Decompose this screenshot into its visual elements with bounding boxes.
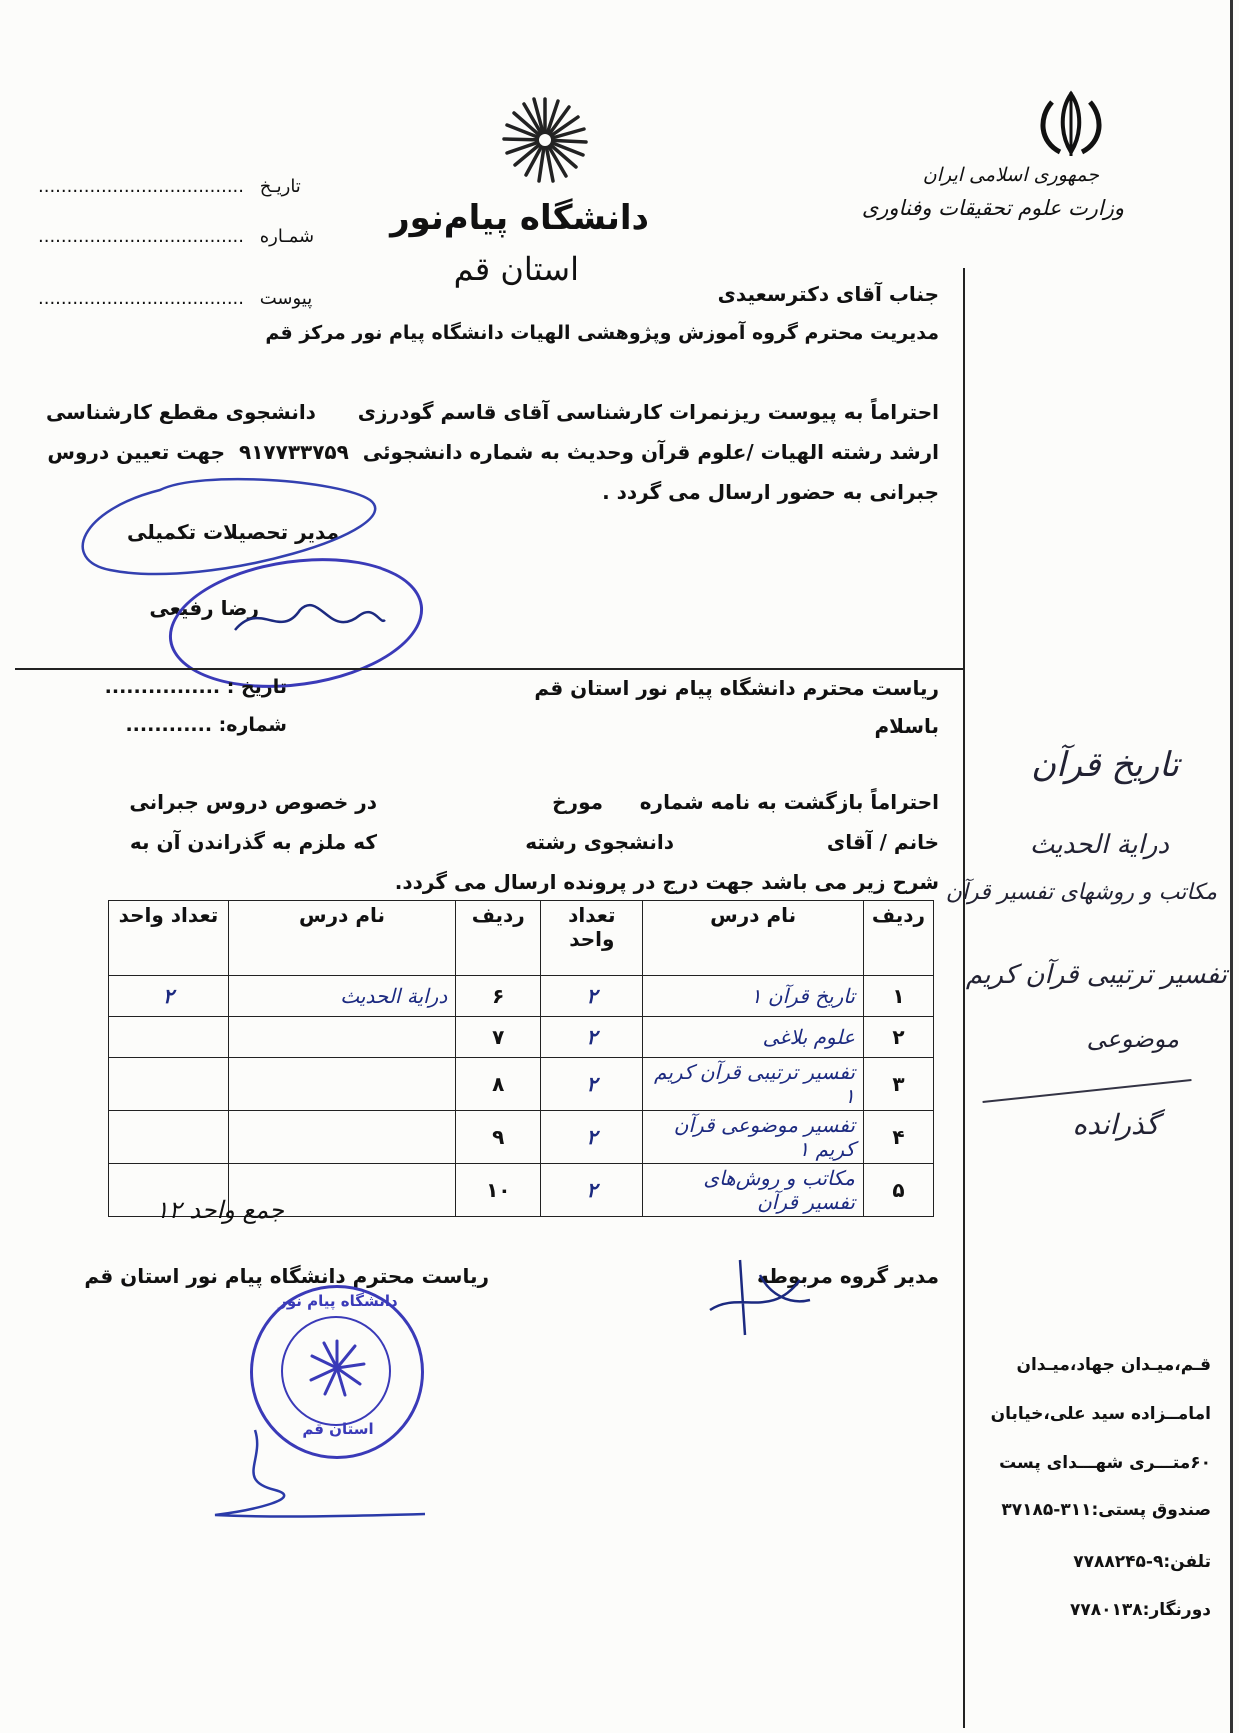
col-row-2: ردیف (456, 901, 541, 976)
row-number-cell: ۶ (456, 976, 541, 1017)
letter2-ref-c: در خصوص دروس جبرانی (129, 790, 377, 814)
footer-right-title: مدیر گروه مربوطه (757, 1264, 939, 1288)
row-number-cell: ۳ (863, 1058, 933, 1111)
letter2-student-a: خانم / آقای (826, 830, 939, 854)
letter1-body-line2: ارشد رشته الهیات /علوم قرآن وحدیث به شماره دانشجوئی ۹۱۷۷۳۳۷۵۹ جهت تعیین دروس (47, 440, 939, 464)
margin-note-1: تاریخ قرآن (1031, 745, 1179, 785)
number-dots: .................................... (38, 226, 244, 247)
compensatory-courses-table (108, 900, 934, 1217)
ministry-line1: جمهوری اسلامی ایران (922, 164, 1099, 186)
course-name-cell: تفسیر ترتیبی قرآن کریم ۱ (643, 1058, 864, 1111)
table-row (109, 1111, 934, 1164)
phone-number: تلفن:۹-۷۷۸۸۲۴۵ (1073, 1552, 1211, 1572)
letter2-addressee: ریاست محترم دانشگاه پیام نور استان قم (534, 676, 939, 700)
attachment-field (38, 288, 312, 309)
payame-noor-logo-icon (500, 95, 590, 185)
letter1-body-line1: احتراماً به پیوست ریزنمرات کارشناسی آقای قاسم گودرزی دانشجوی مقطع کارشناسی (45, 400, 939, 424)
table-header-row (109, 901, 934, 976)
address-line2: امامــزاده سید علی،خیابان (990, 1404, 1211, 1424)
letter1-signer-title: مدیر تحصیلات تکمیلی (126, 520, 339, 544)
address-line1: قـم،میـدان جهاد،میـدان (1016, 1355, 1211, 1375)
letter2-student-b: دانشجوی رشته (525, 830, 674, 854)
main-column-divider (963, 268, 965, 1728)
course-name-cell: درایة الحدیث (228, 976, 455, 1017)
row-number-cell: ۷ (456, 1017, 541, 1058)
units-cell: ۲ (541, 1164, 643, 1217)
table-row (109, 976, 934, 1017)
address-line4: صندوق پستی:۳۱۱-۳۷۱۸۵ (1001, 1500, 1211, 1520)
row-number-cell: ۴ (863, 1111, 933, 1164)
letter2-ref-b: مورخ (552, 790, 603, 814)
units-cell: ۲ (541, 1111, 643, 1164)
iran-emblem-icon (1030, 90, 1112, 158)
letter2-greeting: باسلام (874, 714, 939, 738)
date-field (38, 176, 301, 197)
letter2-student-c: که ملزم به گذراندن آن به (129, 830, 377, 854)
margin-note-3: مکاتب و روشهای تفسیر قرآن (945, 880, 1217, 905)
row-number-cell: ۵ (863, 1164, 933, 1217)
course-name-cell (228, 1058, 455, 1111)
number-field (38, 226, 314, 247)
units-cell (109, 1017, 229, 1058)
province-name: استان قم (453, 250, 579, 288)
margin-note-4: تفسیر ترتیبی قرآن کریم (965, 960, 1227, 990)
units-cell (109, 1111, 229, 1164)
stamp-signature-scribble (195, 1420, 435, 1530)
col-row-1: ردیف (863, 901, 933, 976)
attachment-label: پیوست (259, 288, 313, 309)
course-name-cell (228, 1111, 455, 1164)
course-name-cell: مکاتب و روش‌های تفسیر قرآن (643, 1164, 864, 1217)
units-cell: ۲ (541, 976, 643, 1017)
row-number-cell: ۲ (863, 1017, 933, 1058)
letter2-number: شماره: ............ (125, 714, 287, 736)
group-manager-signature (700, 1250, 820, 1340)
col-units-1: تعداد واحد (541, 901, 643, 976)
units-cell: ۲ (541, 1058, 643, 1111)
date-dots: .................................... (38, 176, 244, 197)
ministry-line2: وزارت علوم تحقیقات وفناوری (861, 196, 1124, 220)
row-number-cell: ۸ (456, 1058, 541, 1111)
units-cell (109, 1058, 229, 1111)
letter2-ref-a: احتراماً بازگشت به نامه شماره (639, 790, 939, 814)
course-name-cell: تاریخ قرآن ۱ (643, 976, 864, 1017)
footer-left-title: ریاست محترم دانشگاه پیام نور استان قم (84, 1264, 489, 1288)
col-course-1: نام درس (643, 901, 864, 976)
university-name: دانشگاه پیام‌نور (390, 198, 649, 238)
attachment-dots: .................................... (38, 288, 244, 309)
signature-scribble (230, 590, 390, 650)
margin-note-2: درایة الحدیث (1029, 830, 1169, 860)
row-number-cell: ۱۰ (456, 1164, 541, 1217)
right-edge-line (1230, 0, 1233, 1733)
course-name-cell: تفسیر موضوعی قرآن کریم ۱ (643, 1111, 864, 1164)
letter1-body-line3: جبرانی به حضور ارسال می گردد . (602, 480, 939, 504)
col-course-2: نام درس (228, 901, 455, 976)
letters-separator (15, 668, 965, 670)
address-line3: ۶۰متـــری شهـــدای پست (999, 1453, 1211, 1473)
course-name-cell (228, 1017, 455, 1058)
table-row (109, 1058, 934, 1111)
letter1-signer-name: رضا رفیعی (149, 596, 259, 620)
margin-underline (982, 1079, 1191, 1102)
total-units-note: جمع واحد ۱۲ (155, 1196, 284, 1224)
table-row (109, 1017, 934, 1058)
stamp-top-text: دانشگاه پیام نور (278, 1292, 398, 1310)
date-label: تاریـخ (259, 176, 301, 197)
number-label: شمـاره (259, 226, 315, 247)
course-name-cell: علوم بلاغی (643, 1017, 864, 1058)
units-cell: ۲ (109, 976, 229, 1017)
stamp-logo-icon (307, 1338, 367, 1398)
letter1-addressee: جناب آقای دکترسعیدی (717, 282, 939, 306)
margin-note-6: گذرانده (1072, 1108, 1159, 1141)
col-units-2: تعداد واحد (109, 901, 229, 976)
stamp-bottom-text: استان قم (302, 1420, 374, 1438)
letter2-date: تاریخ : ................ (104, 676, 287, 698)
margin-note-5: موضوعی (1086, 1025, 1179, 1053)
table-body (109, 976, 934, 1217)
row-number-cell: ۱ (863, 976, 933, 1017)
row-number-cell: ۹ (456, 1111, 541, 1164)
units-cell: ۲ (541, 1017, 643, 1058)
fax-number: دورنگار:۷۷۸۰۱۳۸ (1070, 1600, 1211, 1620)
letter1-subject: مدیریت محترم گروه آموزش وپژوهشی الهیات دانشگاه پیام نور مرکز قم (265, 322, 939, 344)
letter2-closing: شرح زیر می باشد جهت درج در پرونده ارسال می گردد. (394, 870, 939, 894)
